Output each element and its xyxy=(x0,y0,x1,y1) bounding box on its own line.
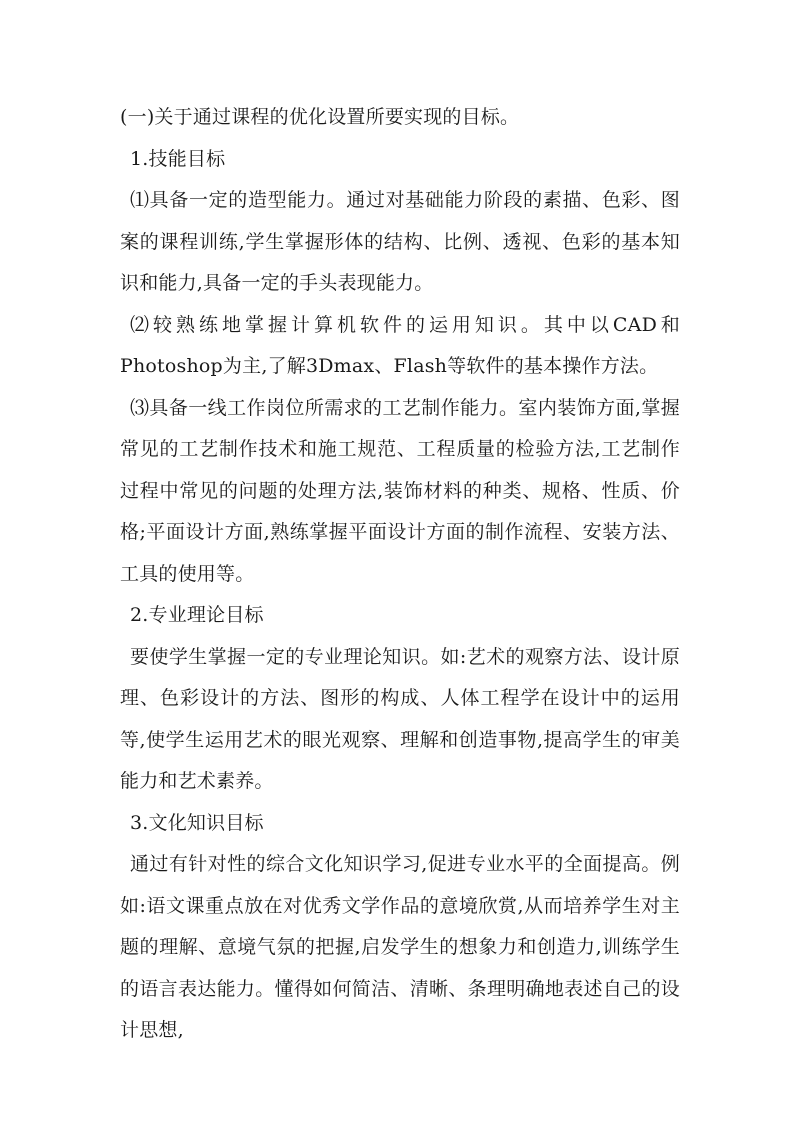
subheading-skill-goals: 1.技能目标 xyxy=(130,147,226,170)
document-body xyxy=(120,97,680,1052)
paragraph-modeling-ability: ⑴具备一定的造型能力。通过对基础能力阶段的素描、色彩、图案的课程训练,学生掌握形体的结构、比例、透视、色彩的基本知识和能力,具备一定的手头表现能力。 xyxy=(120,189,680,294)
paragraph-theory-knowledge: 要使学生掌握一定的专业理论知识。如:艺术的观察方法、设计原理、色彩设计的方法、图形的构成、人体工程学在设计中的运用等,使学生运用艺术的眼光观察、理解和创造事物,提高学生的审美能力和艺术素养。 xyxy=(120,645,680,792)
paragraph-craft-ability: ⑶具备一线工作岗位所需求的工艺制作能力。室内装饰方面,掌握常见的工艺制作技术和施工规范、工程质量的检验方法,工艺制作过程中常见的问题的处理方法,装饰材料的种类、规格、性质、价格;平面设计方面,熟练掌握平面设计方面的制作流程、安装方法、工具的使用等。 xyxy=(120,396,680,585)
paragraph-computer-software: ⑵较熟练地掌握计算机软件的运用知识。其中以CAD和Photoshop为主,了解3Dmax、Flash等软件的基本操作方法。 xyxy=(120,313,680,377)
section-heading: (一)关于通过课程的优化设置所要实现的目标。 xyxy=(120,106,520,128)
paragraph-culture-knowledge: 通过有针对性的综合文化知识学习,促进专业水平的全面提高。例如:语文课重点放在对优秀文学作品的意境欣赏,从而培养学生对主题的理解、意境气氛的把握,启发学生的想象力和创造力,训练学生的语言表达能力。懂得如何简洁、清晰、条理明确地表述自己的设计思想, xyxy=(120,853,680,1041)
subheading-culture-goals: 3.文化知识目标 xyxy=(130,811,264,834)
subheading-theory-goals: 2.专业理论目标 xyxy=(130,604,264,626)
